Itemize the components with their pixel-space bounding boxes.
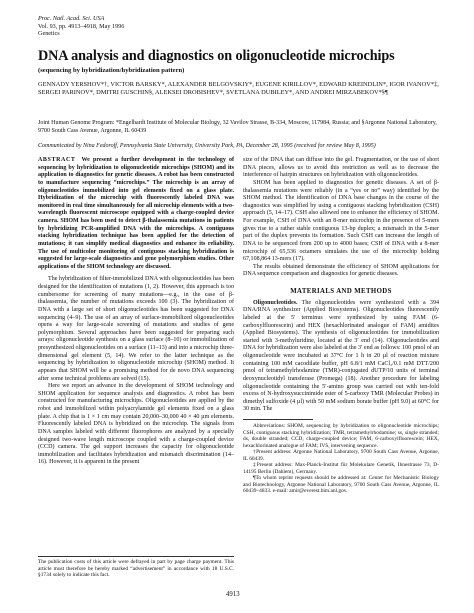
footnote-rule (243, 419, 313, 420)
footnote-address-2: ‡Present address: Max-Planck-Institut für Molekulare Genetik, Ihnestrasse 73, D-14195 Berlin (Dahlem), Germany. (243, 462, 439, 475)
journal-header (38, 15, 124, 38)
methods-text: The oligonucleotides were synthesized with a 394 DNA/RNA synthesizer (Applied Biosystems). Oligonucleotides fluorescently labeled at the 5′ terminus were synthesized by using FAM (6-carboxylfluorescein) and HEX (hexachlorinated analogue of FAM) amidites (Applied Biosystems). The synthesis of oligonucleotides for immobilization started with 3-methyluridine, located at the 3′ end (14). Oligonucleotides and DNA for hybridization were also labeled at the 3′ end as follows: 100 pmol of an oligonucleotide were incubated at 37°C for 1 h in 20 µl of reaction mixture containing 100 mM cacodilate buffer, pH 6.8/1 mM CaCl₂/0.1 mM DTT/200 pmol of tetramethylrhodamine (TMR)-conjugated dUTP/10 units of terminal deoxynucleotidyl transferase (Promega) (18). Another procedure for labeling oligonucleotide containing the 5′-amino group was carried out with ten-fold excess of N-hydroxysuccinimide ester of 5-carboxy TMR (Molecular Probes) in dimethyl sulfoxide (4 µl) with 50 mM sodium borate buffer (pH 9.0) at 60°C for 30 min. The (243, 299, 439, 413)
methods-paragraph (243, 300, 439, 414)
footnote-address-1: †Present address: Argonne National Laboratory, 9700 South Cass Avenue, Argonne, IL 60439. (243, 449, 439, 462)
page-number: 4913 (226, 591, 240, 598)
journal-section: Genetics (38, 30, 60, 38)
footnote-reprints: ¶To whom reprint requests should be addressed at: Center for Mechanistic Biology and Biotechnology, Argonne National Laboratory, 9700 South Cass Avenue, Argonne, IL 60439–4833. e-mail: amir@everest.bim.anl.gov. (243, 475, 439, 494)
footnote-abbreviations: Abbreviations: SHOM, sequencing by hybridization to oligonucleotide microchips; CSH, contiguous stacking hybridization; TMR, tetramethylrhodamine; ss, single stranded; ds, double stranded; CCD, charge-coupled device; FAM, 6-carboxylfluorescein; HEX, hexachlorinated analogue of FAM; IVS, intervening sequence. (243, 423, 439, 449)
cost-note-text: The publication costs of this article were defrayed in part by page charge payment. This article must therefore be hereby marked “advertisement” in accordance with 18 U.S.C. §1734 solely to indicate this fact. (38, 559, 234, 578)
body-paragraph: The results obtained demonstrate the efficiency of SHOM applications for DNA sequence comparison and diagnostics for genetic diseases. (243, 263, 439, 278)
body-paragraph: SHOM has been applied to diagnostics for genetic diseases. A set of β-thalassemia mutations were reliably (in a “yes or no” way) identified by the SHOM method. The identification of DNA base changes in the course of the diagnostics was simplified by using a contiguous stacking hybridization (CSH) approach (5, 14–17). CSH also allowed one to enhance the efficiency of SHOM. For example, CSH of DNA with an 8-mer microchip in the presence of 5-mers gives rise to a rather stable contiguous 13-bp duplex; a mismatch in the 5-mer part of the duplex prevents its formation. Such CSH can increase the length of DNA to be sequenced from 200 up to 4000 bases; CSH of DNA with a 8-mer microchip of 65,536 octamers simulates the use of the microchip holding 67,108,864 13-mers (17). (243, 179, 439, 263)
section-heading: MATERIALS AND METHODS (290, 288, 392, 295)
affiliation: Joint Human Genome Program: *Engelhardt Institute of Molecular Biology, 32 Vavilov Strasse, B-334, Moscow, 117984, Russia; and §Argonne National Laboratory, 9700 South Cass Avenue, Argonne, IL 60439 (38, 120, 437, 134)
journal-volume: Vol. 93, pp. 4913–4918, May 1996 (38, 22, 125, 30)
left-column (38, 157, 234, 467)
footnotes (243, 423, 439, 495)
abstract-text: We present a further development in the technology of sequencing by hybridization to oligonucleotide microchips (SHOM) and its application to diagnostics for genetic diseases. A robot has been constructed to manufacture sequencing “microchips.” The microchip is an array of oligonucleotides immobilized into gel elements fixed on a glass plate. Hybridization of the microchip with fluorescently labeled DNA was monitored in real time simultaneously for all microchip elements with a two-wavelength fluorescent microscope equipped with a charge-coupled device camera. SHOM has been used to detect β-thalassemia mutations in patients by hybridizing PCR-amplified DNA with the microchips. A contiguous stacking hybridization technique has been applied for the detection of mutations; it can simplify medical diagnostics and enhance its reliability. The use of multicolor monitoring of contiguous stacking hybridization is suggested for large-scale diagnostics and gene polymorphism studies. Other applications of the SHOM technology are discussed. (38, 157, 234, 270)
abstract (38, 157, 234, 271)
article-title: DNA analysis and diagnostics on oligonucleotide microchips (38, 48, 395, 64)
subsection-lead: Oligonucleotides. (253, 299, 298, 306)
right-column (243, 157, 439, 495)
communicated-by: Communicated by Nina Fedoroff, Pennsylvania State University, University Park, PA, December 28, 1995 (received for review May 8, 1995) (38, 143, 376, 149)
body-paragraph: Here we report an advance in the development of SHOM technology and SHOM application for sequence analysis and diagnostics. A robot has been constructed for manufacturing microchips. Oligonucleotides are applied by the robot and immobilized within polyacrylamide gel elements fixed on a glass plate. A chip that is 1 × 1 cm may contain 20,000–30,000 40 × 40 µm elements. Fluorescently labeled DNA is hybridized on the microchip. The signals from DNA samples labeled with different fluorophores are analyzed by a specially designed two-wave length microscope coupled with a charge-coupled device (CCD) camera. The gel support increases the capacity for oligonucleotide immobilization and facilitates hybridization and mismatch discrimination (14–16). However, it is apparent in the present (38, 383, 234, 466)
body-paragraph: size of the DNA that can diffuse into the gel. Fragmentation, or the use of short DNA pieces, allows us to avoid this restriction as well as to decrease the interference of hairpin structures on hybridization with oligonucleotides. (243, 157, 439, 179)
publication-cost-note (38, 556, 234, 579)
author-list: GENNADY YERSHOV*†, VICTOR BARSKY*, ALEXANDER BELGOVSKIY*, EUGENE KIRILLOV*, EDWARD KREINDLIN*, IGOR IVANOV*‡, SERGEI PARINOV*, DMITRI GUSCHIN§, ALEKSEI DROBISHEV*, SVETLANA DUBILEY*, AND ANDREI MIRZABEKOV*§¶ (38, 81, 439, 97)
article-subtitle: (sequencing by hybridization/hybridization pattern) (38, 67, 185, 74)
journal-name: Proc. Natl. Acad. Sci. USA (38, 15, 105, 22)
abstract-label: ABSTRACT (38, 157, 76, 163)
body-paragraph: The hybridization of filter-immobilized DNA with oligonucleotides has been designed for the identification of mutations (1, 2). However, this approach is too cumbersome for screening of many mutations—e.g., in the case of β-thalassemia, the number of mutations exceeds 100 (3). The hybridization of DNA with a large set of short oligonucleotides has been suggested for DNA sequencing (4–9). The use of an array of surface-immobilized oligonucleotides opens a way for large-scale screening of mutations and studies of gene polymorphism. Several approaches have been suggested for preparing such arrays: oligonucleotide synthesis on a glass surface (8–10) or immobilization of presynthesized oligonucleotides on a surface (11–13) and into a microchip three-dimensional gel element (5, 14). We refer to the latter technique as the sequencing by hybridization to oligonucleotide microchip (SHOM) method. It appears that SHOM will be a promising method for de novo DNA sequencing after some technical problems are solved (15). (38, 276, 234, 382)
